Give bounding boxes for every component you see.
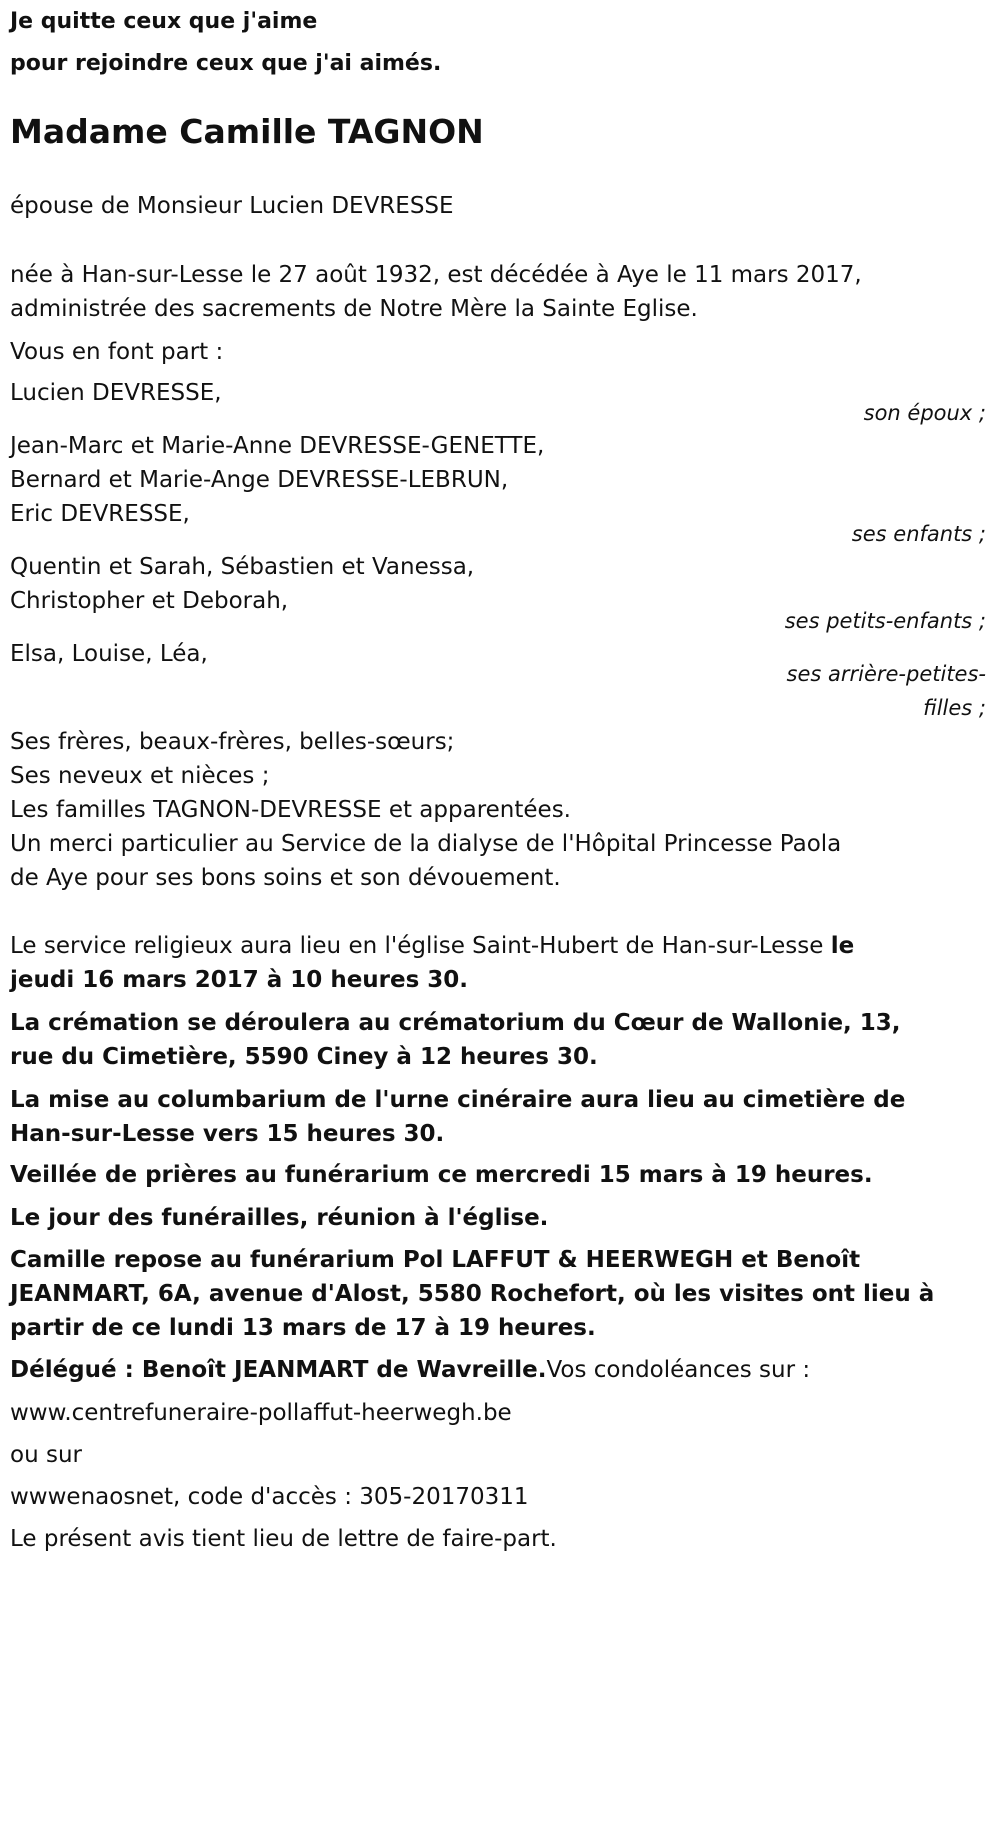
repose-line-2: JEANMART, 6A, avenue d'Alost, 5580 Rochefort, où les visites ont lieu à (10, 1281, 935, 1307)
others-line-1: Ses frères, beaux-frères, belles-sœurs; (10, 729, 455, 755)
quote-line-2: pour rejoindre ceux que j'ai aimés. (10, 51, 442, 76)
spouse-name: Lucien DEVRESSE, (10, 380, 222, 406)
quote-line-1: Je quitte ceux que j'aime (10, 9, 318, 34)
others-line-3: Les familles TAGNON-DEVRESSE et apparentées. (10, 797, 571, 823)
access-code-line: wwwenaosnet, code d'accès : 305-20170311 (10, 1484, 529, 1510)
great-grandchildren: Elsa, Louise, Léa, (10, 641, 208, 667)
funeral-day-line: Le jour des funérailles, réunion à l'église. (10, 1205, 549, 1231)
child-2: Bernard et Marie-Ange DEVRESSE-LEBRUN, (10, 467, 509, 493)
others-line-2: Ses neveux et nièces ; (10, 763, 270, 789)
spouse-role: son époux ; (863, 401, 986, 425)
cremation-line-2: rue du Cimetière, 5590 Ciney à 12 heures 30. (10, 1044, 598, 1070)
deceased-name: Madame Camille TAGNON (10, 112, 484, 151)
repose-line-1: Camille repose au funérarium Pol LAFFUT & HEERWEGH et Benoît (10, 1247, 861, 1273)
service-day-start: le (830, 933, 855, 959)
child-1: Jean-Marc et Marie-Anne DEVRESSE-GENETTE, (10, 433, 545, 459)
great-grandchildren-role-1: ses arrière-petites- (786, 662, 986, 686)
grandchild-1: Quentin et Sarah, Sébastien et Vanessa, (10, 554, 475, 580)
children-role: ses enfants ; (851, 522, 986, 546)
vigil-line: Veillée de prières au funérarium ce mercredi 15 mars à 19 heures. (10, 1162, 873, 1188)
spouse-line: épouse de Monsieur Lucien DEVRESSE (10, 193, 454, 219)
sacraments-line: administrée des sacrements de Notre Mère la Sainte Eglise. (10, 296, 698, 322)
delegate-line (10, 1350, 810, 1390)
repose-line-3: partir de ce lundi 13 mars de 17 à 19 heures. (10, 1315, 596, 1341)
others-line-4: Un merci particulier au Service de la dialyse de l'Hôpital Princesse Paola (10, 831, 842, 857)
cremation-line-1: La crémation se déroulera au crématorium du Cœur de Wallonie, 13, (10, 1010, 901, 1036)
grandchildren-role: ses petits-enfants ; (784, 609, 986, 633)
condolences-text: Vos condoléances sur : (546, 1357, 811, 1383)
announcement-intro: Vous en font part : (10, 339, 224, 365)
great-grandchildren-role-2: filles ; (923, 696, 986, 720)
service-date: jeudi 16 mars 2017 à 10 heures 30. (10, 967, 469, 993)
columbarium-line-2: Han-sur-Lesse vers 15 heures 30. (10, 1121, 445, 1147)
notice-line: Le présent avis tient lieu de lettre de faire-part. (10, 1526, 557, 1552)
or-text: ou sur (10, 1442, 82, 1468)
website-link[interactable]: www.centrefuneraire-pollaffut-heerwegh.be (10, 1400, 512, 1426)
others-line-5: de Aye pour ses bons soins et son dévouement. (10, 865, 561, 891)
grandchild-2: Christopher et Deborah, (10, 588, 289, 614)
birth-death-line: née à Han-sur-Lesse le 27 août 1932, est décédée à Aye le 11 mars 2017, (10, 262, 862, 288)
service-text: Le service religieux aura lieu en l'église Saint-Hubert de Han-sur-Lesse (10, 933, 831, 959)
child-3: Eric DEVRESSE, (10, 501, 190, 527)
columbarium-line-1: La mise au columbarium de l'urne cinéraire aura lieu au cimetière de (10, 1087, 906, 1113)
delegate-text: Délégué : Benoît JEANMART de Wavreille. (10, 1357, 547, 1383)
